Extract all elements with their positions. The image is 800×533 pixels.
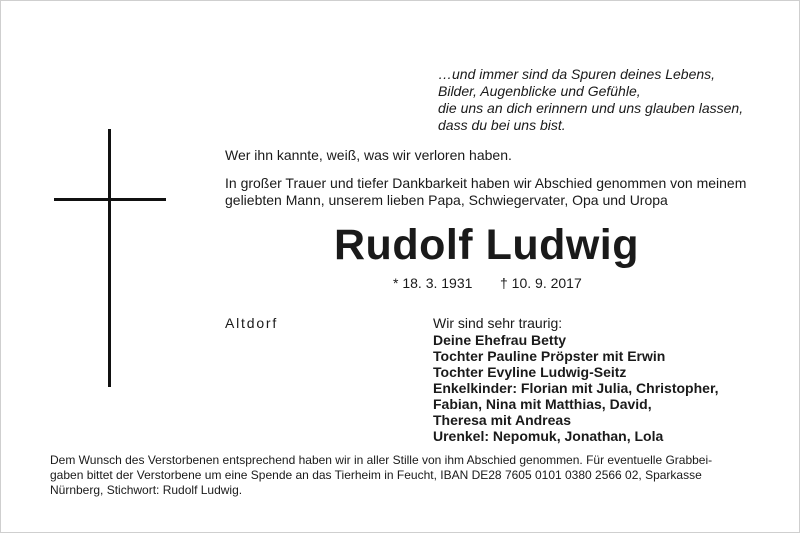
cross-vertical-bar (108, 129, 111, 387)
memorial-quote (438, 66, 743, 134)
place-name: Altdorf (225, 315, 279, 331)
quote-line: Bilder, Augenblicke und Gefühle, (438, 83, 641, 99)
mourners-intro: Wir sind sehr traurig: (433, 315, 563, 331)
mourner-line: Theresa mit Andreas (433, 412, 571, 428)
cross-horizontal-bar (54, 198, 166, 201)
intro-sentence: Wer ihn kannte, weiß, was wir verloren haben. (225, 147, 512, 163)
mourner-line: Tochter Evyline Ludwig-Seitz (433, 364, 627, 380)
footnote-line: Nürnberg, Stichwort: Rudolf Ludwig. (50, 483, 243, 497)
mourner-line: Fabian, Nina mit Matthias, David, (433, 396, 652, 412)
footnote-line: gaben bittet der Verstorbene um eine Spende an das Tierheim in Feucht, IBAN DE28 7605 0101 0380 2566 02, Sparkasse (50, 468, 702, 482)
footnote-line: Dem Wunsch des Verstorbenen entsprechend haben wir in aller Stille von ihm Abschied genommen. Für eventuelle Grabbei- (50, 453, 713, 467)
quote-line: dass du bei uns bist. (438, 117, 566, 133)
footnote (50, 453, 756, 498)
mourner-line: Deine Ehefrau Betty (433, 332, 567, 348)
mourners-list (433, 315, 719, 444)
mourner-line: Urenkel: Nepomuk, Jonathan, Lola (433, 428, 664, 444)
quote-line: die uns an dich erinnern und uns glauben lassen, (438, 100, 744, 116)
birth-date: * 18. 3. 1931 (393, 275, 473, 291)
mourner-line: Tochter Pauline Pröpster mit Erwin (433, 348, 666, 364)
announcement-line: In großer Trauer und tiefer Dankbarkeit haben wir Abschied genommen von meinem (225, 175, 747, 191)
mourner-line: Enkelkinder: Florian mit Julia, Christopher, (433, 380, 719, 396)
quote-line: …und immer sind da Spuren deines Lebens, (438, 66, 716, 82)
announcement-line: geliebten Mann, unserem lieben Papa, Schwiegervater, Opa und Uropa (225, 192, 668, 208)
death-date: † 10. 9. 2017 (500, 275, 582, 291)
deceased-name: Rudolf Ludwig (334, 221, 640, 269)
announcement-paragraph (225, 175, 746, 209)
